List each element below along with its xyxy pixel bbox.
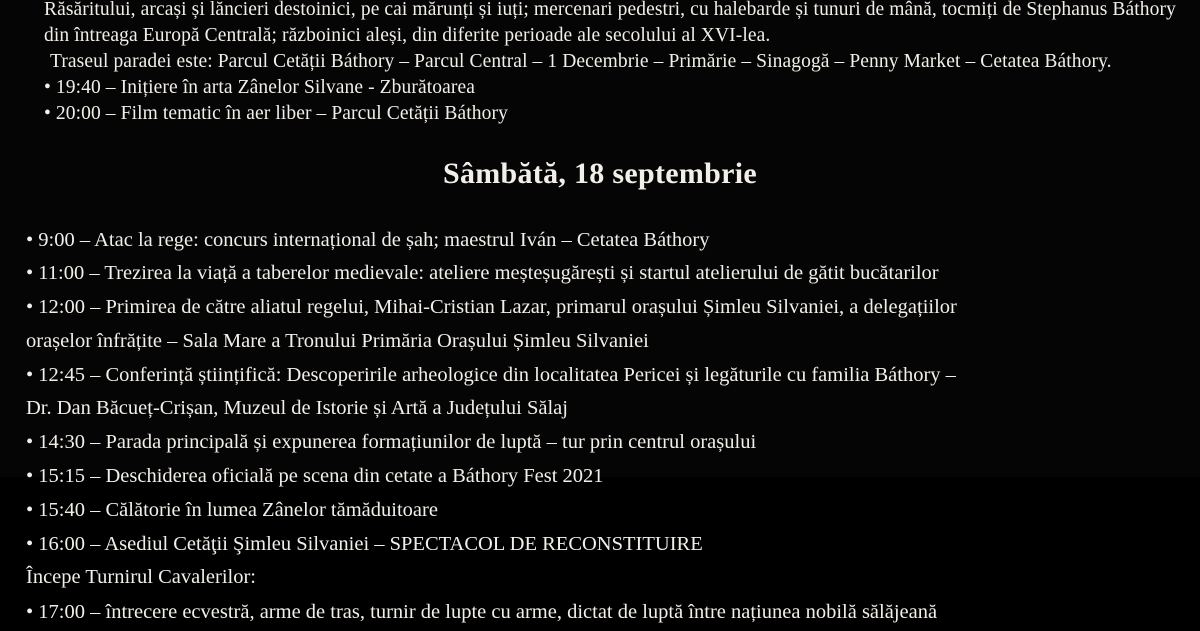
schedule-item <box>26 461 1180 493</box>
schedule-item <box>26 225 1180 257</box>
schedule-item-text: • 12:45 – Conferință științifică: Descoperirile arheologice din localitatea Pericei și legăturile cu familia Báthory – <box>26 363 956 386</box>
schedule-item <box>26 292 1180 324</box>
schedule-item-text: • 15:40 – Călătorie în lumea Zânelor tămăduitoare <box>26 498 438 521</box>
schedule-item-text: • 14:30 – Parada principală și expunerea formațiunilor de luptă – tur prin centrul orașului <box>26 431 757 454</box>
schedule-item-continuation <box>26 393 1180 425</box>
schedule-item <box>26 427 1180 459</box>
intro-block <box>0 0 1200 127</box>
schedule-item <box>26 360 1180 392</box>
day-title: Sâmbătă, 18 septembrie <box>442 156 758 190</box>
intro-line-3: Traseul paradei este: Parcul Cetății Báthory – Parcul Central – 1 Decembrie – Primărie – Sinagogă – Penny Market – Cetatea Báthory. <box>50 50 1112 72</box>
schedule-item-continuation <box>26 326 1180 358</box>
friday-item-1: • 19:40 – Inițiere în arta Zânelor Silvane - Zburătoarea <box>44 76 475 98</box>
schedule-item-text: orașelor înfrățite – Sala Mare a Tronului Primăria Orașului Șimleu Silvaniei <box>26 329 649 352</box>
intro-line-1: Răsăritului, arcași și lăncieri destoinici, pe cai mărunți și iuți; mercenari pedestri, cu halebarde și tunuri de mână, tocmiți de Stephanus Báthory <box>44 0 1176 20</box>
schedule-item <box>26 529 1180 561</box>
cut-off-line: • 17:00 – întrecere ecvestră, arme de tras, turnir de lupte cu arme, dictat de luptă între națiunea nobilă sălăjeană <box>26 601 938 624</box>
friday-item-2: • 20:00 – Film tematic în aer liber – Parcul Cetății Báthory <box>44 102 508 124</box>
intro-line-2: din întreaga Europă Centrală; războinici aleși, din diferite perioade ale secolului al XVI-lea. <box>44 24 771 46</box>
schedule-item-text: • 12:00 – Primirea de către aliatul regelui, Mihai-Cristian Lazar, primarul orașului Șimleu Silvaniei, a delegațiilor <box>26 296 957 319</box>
schedule-item-text: • 16:00 – Asediul Cetăţii Şimleu Silvaniei – SPECTACOL DE RECONSTITUIRE <box>26 532 703 555</box>
schedule-item <box>26 495 1180 527</box>
schedule-list <box>0 225 1200 624</box>
schedule-item <box>26 258 1180 290</box>
tournament-intro: Începe Turnirul Cavalerilor: <box>26 566 257 589</box>
schedule-item-text: Dr. Dan Băcueț-Crișan, Muzeul de Istorie și Artă a Județului Sălaj <box>26 397 568 420</box>
schedule-item-text: • 11:00 – Trezirea la viață a taberelor medievale: ateliere meșteșugărești și startul atelierului de gătit bucătarilor <box>26 262 939 285</box>
schedule-item-text: • 9:00 – Atac la rege: concurs internațional de șah; maestrul Iván – Cetatea Báthory <box>26 228 710 251</box>
schedule-item-text: • 15:15 – Deschiderea oficială pe scena din cetate a Báthory Fest 2021 <box>26 464 604 487</box>
